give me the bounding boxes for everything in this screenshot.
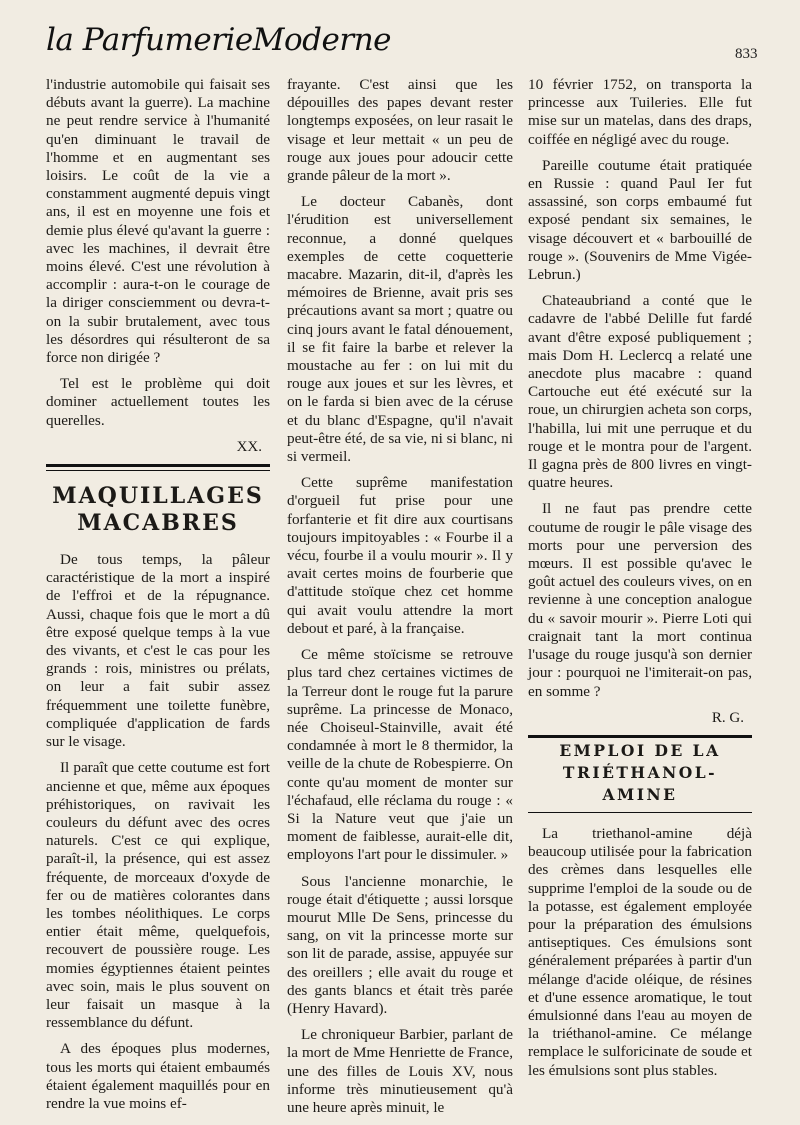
article-title-line: EMPLOI DE LA — [559, 740, 721, 760]
paragraph: Sous l'ancienne monarchie, le rouge était d'étiquette ; aussi lorsque mourut Mlle De Sens, princesse du sang, on vit la princesse morte sur son lit de parade, assise, appuyée sur des oreillers ; elle avait du rouge et des gants blancs et était très parée (Henry Havard). — [287, 872, 513, 1017]
paragraph: La triethanol-amine déjà beaucoup utilisée pour la fabrication des crèmes dans lesquelles elle supprime l'emploi de la soude ou de la potasse, est également employée pour la préparation des émulsions antiseptiques. Ces émulsions sont généralement préparées à partir d'un mélange d'acide oléique, de résines et d'une essence aromatique, le tout émulsionné dans l'eau au moyen de la triéthanol-amine. Ce mélange remplace le sulforicinate de soude et les émulsions sont plus stables. — [528, 824, 752, 1079]
paragraph: Chateaubriand a conté que le cadavre de l'abbé Delille fut fardé avant d'être exposé publiquement ; mais Dom H. Leclercq a relaté une anecdote plus macabre : quand Cartouche eut été exécuté sur la roue, un chirurgien acheta son corps, l'habilla, lui mit une perruque et du rouge et le montra pour de l'argent. Il gagna près de 800 livres en vingt-quatre heures. — [528, 292, 752, 492]
paragraph: Il ne faut pas prendre cette coutume de rougir le pâle visage des morts pour une perversion des mœurs. Il est possible qu'avec le goût actuel des couleurs vives, on en revienne à une conception analogue du « savoir mourir ». Pierre Loti qui craignait tant la mort continua l'usage du rouge jusqu'à son dernier jour : pourquoi ne l'imiterait-on pas, en somme ? — [528, 500, 752, 700]
paragraph: De tous temps, la pâleur caractéristique de la mort a inspiré de l'effroi et de la répugnance. Aussi, chaque fois que le mort a dû être exposé quelque temps à la vue des vivants, et c'est le cas pour les grands : rois, ministres ou prélats, on leur a fait subir assez fréquemment une toilette funèbre, compliquée d'application de fards sur le visage. — [46, 551, 270, 751]
column-2 — [287, 76, 513, 1125]
column-1 — [46, 76, 270, 1121]
article-signature: XX. — [236, 438, 262, 455]
paragraph: Pareille coutume était pratiquée en Russie : quand Paul Ier fut assassiné, son corps embaumé fut exposé pendant six semaines, le visage découvert et « barbouillé de rouge ». (Souvenirs de Mme Vigée-Lebrun.) — [528, 156, 752, 284]
paragraph: Ce même stoïcisme se retrouve plus tard chez certaines victimes de la Terreur dont le rouge fut la parure suprême. La princesse de Monaco, née Choiseul-Stainville, avait été condamnée à mort le 8 thermidor, la veille de la chute de Robespierre. On conte qu'au moment de monter sur l'échafaud, elle réclama du rouge : « Si la Nature veut que j'aie un moment de faiblesse, aurait-elle dit, employons l'art pour le dissimuler. » — [287, 646, 513, 864]
article-title-line: TRIÉTHANOL-AMINE — [562, 762, 718, 804]
divider — [46, 470, 270, 471]
column-3 — [528, 76, 752, 1088]
paragraph: Cette suprême manifestation d'orgueil fut prise pour une forfanterie et fit dire aux courtisans toujours impitoyables : « Fourbe il a vécu, fourbe il a voulu mourir ». Il y avait certes moins de fourberie que d'attitude stoïque chez cet homme qui avait voulu attendre la mort debout et paré, à la française. — [287, 474, 513, 637]
article-title — [46, 483, 270, 537]
article-title-line: MAQUILLAGES — [52, 483, 264, 510]
divider — [46, 464, 270, 467]
paragraph: Le docteur Cabanès, dont l'érudition est universellement reconnue, a donné quelques exemples de cette coquetterie macabre. Mazarin, dit-il, d'après les mémoires de Brienne, avait pris ses précautions avant sa mort ; quatre ou cinq jours avant le fatal dénouement, il se fit faire la barbe et relever la moustache au fer : on lui mit du rouge aux joues et sur les lèvres, et on le farda si bien avec de la céruse et du blanc d'Espagne, qu'il n'avait peut-être été, de sa vie, ni si blanc, ni si vermeil. — [287, 193, 513, 466]
article-signature: R. G. — [711, 709, 744, 726]
divider — [528, 812, 752, 813]
paragraph: Tel est le problème qui doit dominer actuellement toutes les querelles. — [46, 375, 270, 429]
paragraph: A des époques plus modernes, tous les morts qui étaient embaumés étaient également maquillés pour en rendre la vue moins ef- — [46, 1040, 270, 1112]
paragraph: frayante. C'est ainsi que les dépouilles des papes devant rester longtemps exposées, on leur rasait le visage et leur mettait « un peu de rouge aux joues pour adoucir cette grande pâleur de la mort ». — [287, 76, 513, 185]
page-number: 833 — [735, 46, 758, 62]
article-title-line: MACABRES — [77, 510, 239, 537]
paragraph: 10 février 1752, on transporta la princesse aux Tuileries. Elle fut mise sur un matelas, dans des draps, coiffée en négligé avec du rouge. — [528, 76, 752, 148]
divider — [528, 735, 752, 738]
magazine-title: la ParfumerieModerne — [46, 22, 392, 58]
paragraph: Le chroniqueur Barbier, parlant de la mort de Mme Henriette de France, une des filles de Louis XV, nous informe très minutieusement qu'à une heure après minuit, le — [287, 1026, 513, 1116]
paragraph: l'industrie automobile qui faisait ses débuts avant la guerre). La machine ne peut rendre service à l'humanité qu'en diminuant le travail de l'homme et en augmentant ses loisirs. Le coût de la vie a constamment augmenté depuis vingt ans, il est en moyenne une fois et demie plus élevé qu'avant la guerre : avec les machines, il devrait être moins élevé. C'est une révolution à accomplir : aura-t-on le courage de la diriger consciemment ou devra-t-on la subir brutalement, avec tous les désordres qui résulteront de sa force non dirigée ? — [46, 76, 270, 367]
paragraph: Il paraît que cette coutume est fort ancienne et que, même aux époques préhistoriques, on ravivait les couleurs du défunt avec des ocres naturels. C'est ce qui explique, paraît-il, la présence, qui est assez fréquente, de morceaux d'oxyde de fer ou de matières colorantes dans les tombes néolithiques. Le corps entier était même, quelquefois, recouvert de poussière rouge. Les momies égyptiennes étaient peintes avec soin, mais le plus souvent on leur faisait un masque à la ressemblance du défunt. — [46, 759, 270, 1032]
article-title — [528, 740, 752, 806]
